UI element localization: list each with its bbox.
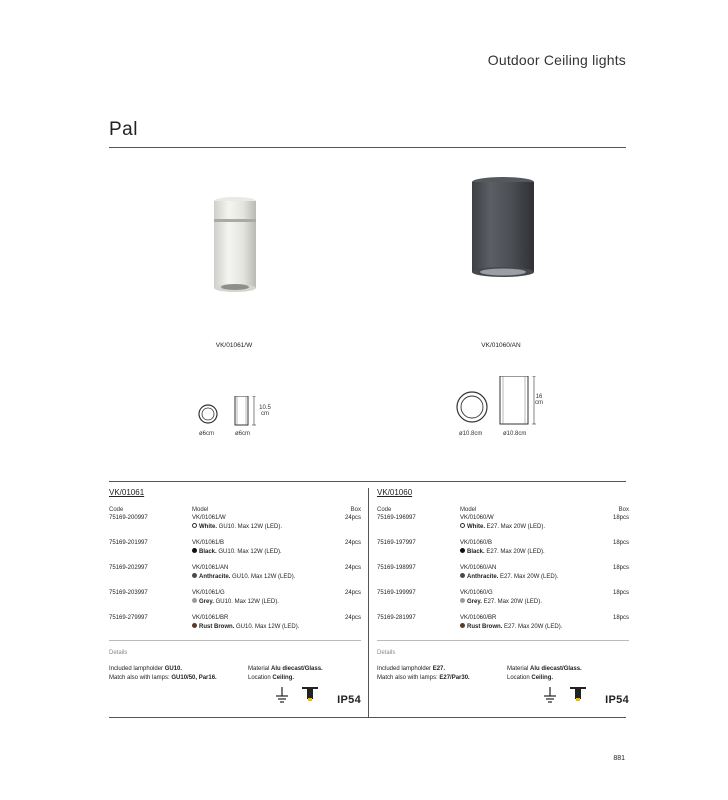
color-dot-icon bbox=[460, 573, 465, 578]
table-divider bbox=[109, 481, 626, 482]
color-dot-icon bbox=[192, 598, 197, 603]
product-caption-2: VK/01060/AN bbox=[481, 342, 521, 349]
category-title: Outdoor Ceiling lights bbox=[487, 52, 626, 68]
table-row: 75169-199997 VK/01060/G Grey. E27. Max 20W (LED). 18pcs bbox=[377, 590, 629, 605]
color-dot-icon bbox=[192, 523, 197, 528]
table-row: 75169-202997 VK/01061/AN Anthracite. GU10. Max 12W (LED). 24pcs bbox=[109, 565, 361, 580]
dim-height-1: 10.5 cm bbox=[259, 405, 271, 417]
header-box: Box bbox=[350, 507, 361, 513]
color-dot-icon bbox=[192, 548, 197, 553]
product-caption-1: VK/01061/W bbox=[215, 342, 253, 349]
ip-rating: IP54 bbox=[605, 694, 629, 706]
dimension-drawing-1 bbox=[196, 396, 286, 430]
table-title: VK/01060 bbox=[377, 488, 413, 497]
details-divider bbox=[377, 640, 629, 641]
column-separator bbox=[368, 488, 369, 718]
earth-ground-icon bbox=[543, 687, 557, 703]
color-dot-icon bbox=[192, 573, 197, 578]
dim-height-2: 16 cm bbox=[535, 394, 543, 406]
table-row: 75169-198997 VK/01060/AN Anthracite. E27. Max 20W (LED). 18pcs bbox=[377, 565, 629, 580]
color-dot-icon bbox=[460, 598, 465, 603]
table-row: 75169-196997 VK/01060/W White. E27. Max 20W (LED). 18pcs bbox=[377, 515, 629, 530]
details-location: Location Ceiling. bbox=[248, 675, 295, 681]
details-lampholder: Included lampholder E27. bbox=[377, 666, 446, 672]
header-code: Code bbox=[377, 507, 392, 513]
header-code: Code bbox=[109, 507, 124, 513]
details-location: Location Ceiling. bbox=[507, 675, 554, 681]
details-divider bbox=[109, 640, 361, 641]
page-number: 881 bbox=[613, 755, 625, 762]
table-row: 75169-203997 VK/01061/G Grey. GU10. Max 12W (LED). 24pcs bbox=[109, 590, 361, 605]
dim-side-2: ø10.8cm bbox=[503, 431, 527, 437]
earth-ground-icon bbox=[275, 687, 289, 703]
dim-top-2: ø10.8cm bbox=[459, 431, 483, 437]
bottom-divider bbox=[109, 717, 626, 718]
color-dot-icon bbox=[460, 523, 465, 528]
product-family-title: Pal bbox=[109, 119, 138, 140]
details-material: Material Alu diecast/Glass. bbox=[248, 666, 323, 672]
details-match: Match also with lamps: GU10/50, Par16. bbox=[109, 675, 217, 681]
spec-table-vk01060 bbox=[377, 488, 629, 718]
color-dot-icon bbox=[460, 623, 465, 628]
details-label: Details bbox=[109, 650, 128, 656]
ceiling-mount-icon bbox=[302, 687, 318, 701]
product-photo-anthracite bbox=[460, 172, 546, 284]
dim-top-1: ø6cm bbox=[199, 431, 214, 437]
details-match: Match also with lamps: E27/Par30. bbox=[377, 675, 470, 681]
ceiling-mount-icon bbox=[570, 687, 586, 701]
color-dot-icon bbox=[192, 623, 197, 628]
details-material: Material Alu diecast/Glass. bbox=[507, 666, 582, 672]
title-divider bbox=[109, 147, 626, 148]
details-label: Details bbox=[377, 650, 396, 656]
table-row: 75169-281997 VK/01060/BR Rust Brown. E27. Max 20W (LED). 18pcs bbox=[377, 615, 629, 630]
color-dot-icon bbox=[460, 548, 465, 553]
table-row: 75169-200997 VK/01061/W White. GU10. Max 12W (LED). 24pcs bbox=[109, 515, 361, 530]
header-box: Box bbox=[618, 507, 629, 513]
details-lampholder: Included lampholder GU10. bbox=[109, 666, 183, 672]
dim-side-1: ø6cm bbox=[235, 431, 250, 437]
table-row: 75169-201997 VK/01061/B Black. GU10. Max 12W (LED). 24pcs bbox=[109, 540, 361, 555]
header-model: Model bbox=[192, 507, 209, 513]
header-model: Model bbox=[460, 507, 477, 513]
ip-rating: IP54 bbox=[337, 694, 361, 706]
table-row: 75169-279997 VK/01061/BR Rust Brown. GU10. Max 12W (LED). 24pcs bbox=[109, 615, 361, 630]
spec-table-vk01061 bbox=[109, 488, 361, 718]
product-photo-white bbox=[200, 190, 270, 300]
table-title: VK/01061 bbox=[109, 488, 145, 497]
table-row: 75169-197997 VK/01060/B Black. E27. Max 20W (LED). 18pcs bbox=[377, 540, 629, 555]
